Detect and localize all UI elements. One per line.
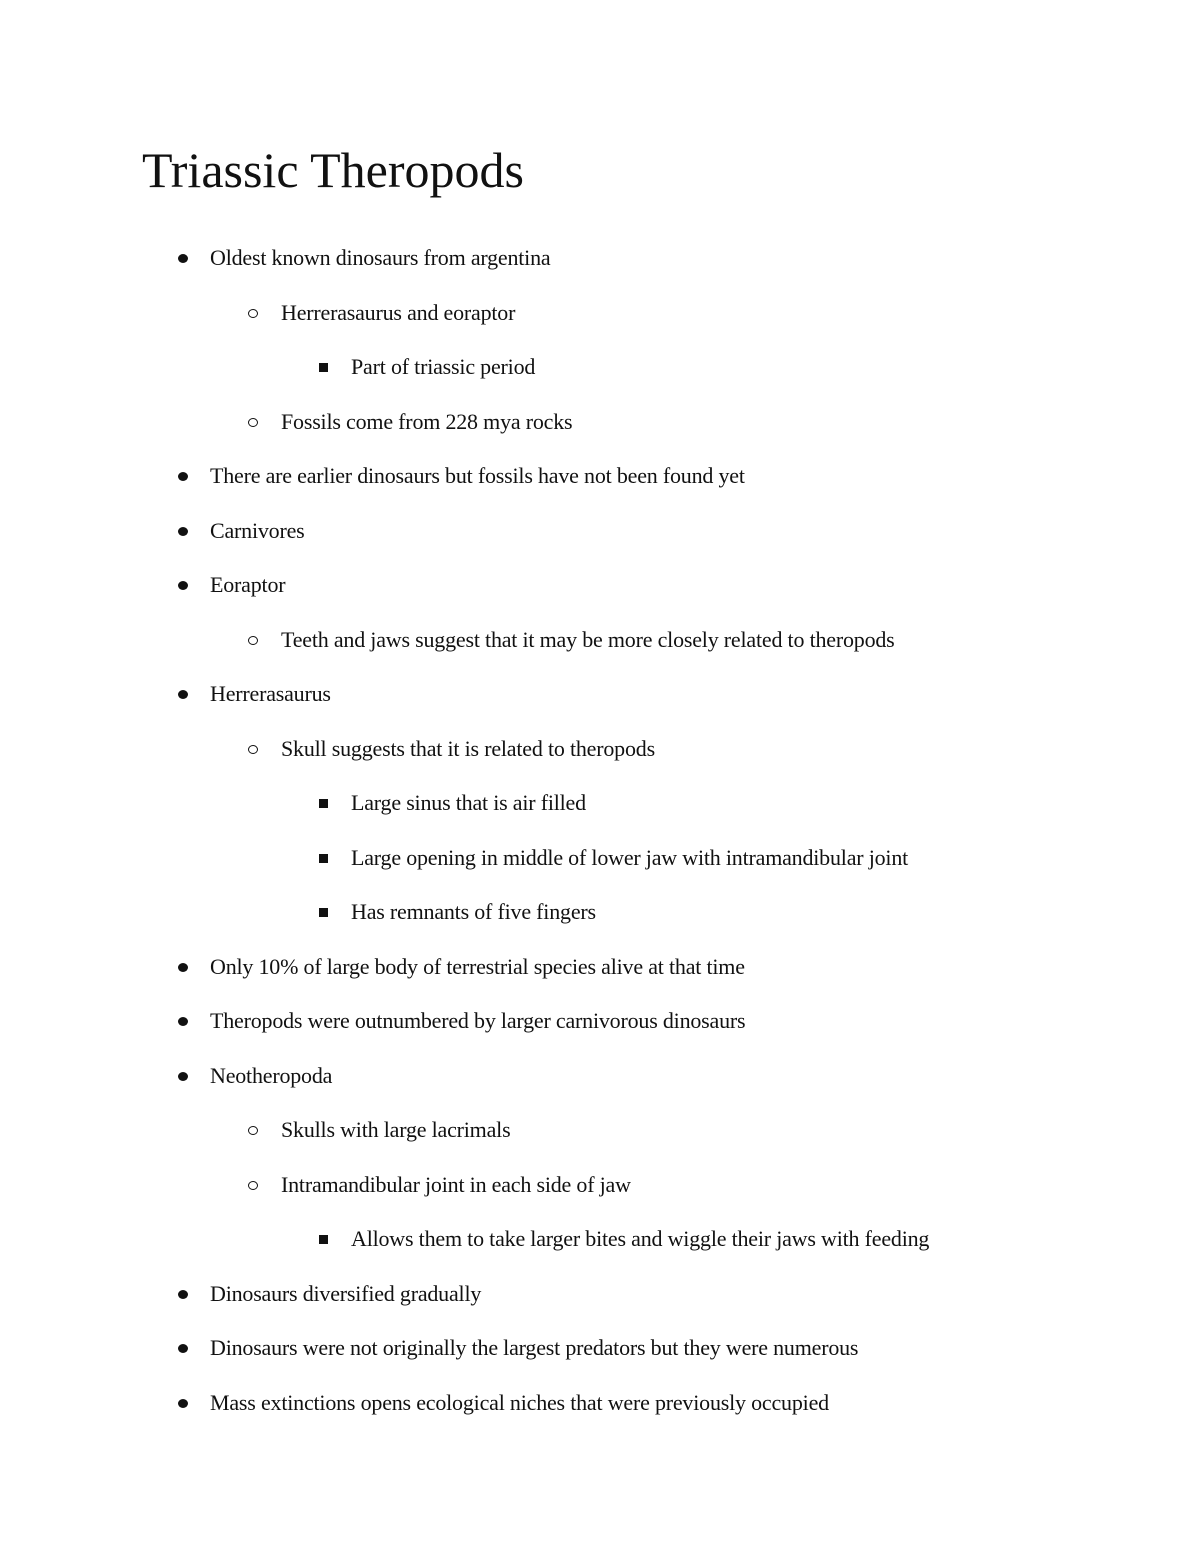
list-item-text: Oldest known dinosaurs from argentina [210,245,551,270]
list-item-text: Fossils come from 228 mya rocks [281,408,573,434]
list-item-text: Skulls with large lacrimals [281,1117,511,1142]
list-item-text: Only 10% of large body of terrestrial species alive at that time [210,953,745,979]
list-item-text: Mass extinctions opens ecological niches that were previously occupied [210,1389,829,1415]
hollow-circle-bullet-icon [248,1181,258,1190]
bullet-dot-icon [178,1072,188,1081]
bullet-dot-icon [178,690,188,699]
square-bullet-icon [319,799,328,808]
bullet-dot-icon [178,581,188,590]
hollow-circle-bullet-icon [248,636,258,645]
list-item-text: Teeth and jaws suggest that it may be more closely related to theropods [281,626,895,652]
hollow-circle-bullet-icon [248,745,258,754]
list-item-text: Theropods were outnumbered by larger carnivorous dinosaurs [210,1008,746,1033]
hollow-circle-bullet-icon [248,418,258,427]
square-bullet-icon [319,1235,328,1244]
square-bullet-icon [319,908,328,917]
bullet-dot-icon [178,472,188,481]
list-item-text: Large opening in middle of lower jaw with intramandibular joint [351,844,909,870]
list-item-text: Part of triassic period [351,354,536,379]
bullet-dot-icon [178,254,188,263]
list-item-text: Allows them to take larger bites and wiggle their jaws with feeding [351,1226,930,1251]
list-item-text: Eoraptor [210,572,286,597]
list-item-text: Carnivores [210,517,305,543]
bullet-dot-icon [178,1399,188,1408]
bullet-dot-icon [178,1017,188,1026]
list-item-text: Intramandibular joint in each side of jaw [281,1171,631,1197]
list-item-text: Has remnants of five fingers [351,899,596,924]
bullet-dot-icon [178,1290,188,1299]
bullet-dot-icon [178,963,188,972]
bullet-dot-icon [178,527,188,536]
hollow-circle-bullet-icon [248,309,258,318]
square-bullet-icon [319,854,328,863]
list-item-text: Herrerasaurus and eoraptor [281,299,516,325]
list-item-text: Dinosaurs diversified gradually [210,1280,482,1306]
page-title: Triassic Theropods [142,142,524,198]
list-item-text: Dinosaurs were not originally the largest predators but they were numerous [210,1335,859,1360]
list-item-text: Neotheropoda [210,1062,333,1088]
list-item-text: Skull suggests that it is related to theropods [281,735,655,761]
square-bullet-icon [319,363,328,372]
list-item-text: There are earlier dinosaurs but fossils have not been found yet [210,463,745,488]
list-item-text: Herrerasaurus [210,681,331,706]
hollow-circle-bullet-icon [248,1126,258,1135]
list-item-text: Large sinus that is air filled [351,790,586,815]
bullet-dot-icon [178,1344,188,1353]
